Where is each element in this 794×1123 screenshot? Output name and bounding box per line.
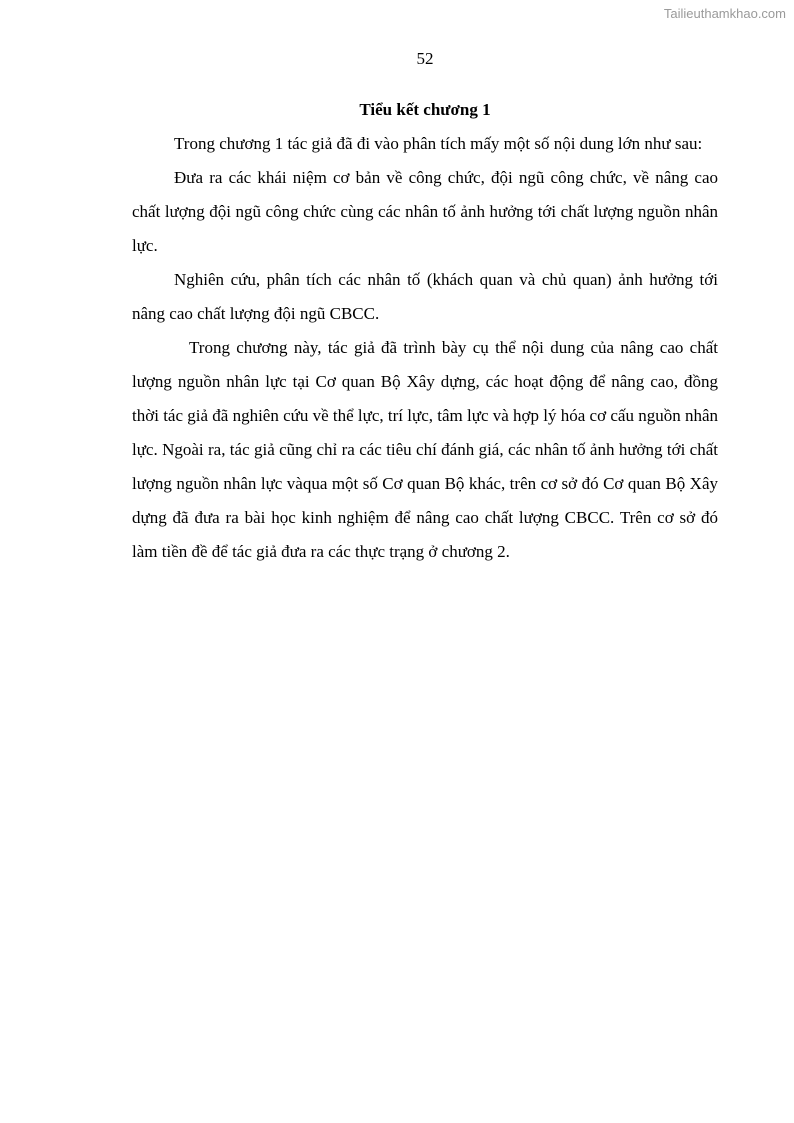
paragraph-factors: Nghiên cứu, phân tích các nhân tố (khách quan và chủ quan) ảnh hưởng tới nâng cao chất lượng đội ngũ CBCC. [132,270,718,323]
section-title: Tiểu kết chương 1 [359,100,491,119]
paragraph-concepts: Đưa ra các khái niệm cơ bản về công chức, đội ngũ công chức, về nâng cao chất lượng đội ngũ công chức cùng các nhân tố ảnh hưởng tới chất lượng nguồn nhân lực. [132,168,718,255]
paragraph-summary: Trong chương này, tác giả đã trình bày cụ thể nội dung của nâng cao chất lượng nguồn nhân lực tại Cơ quan Bộ Xây dựng, các hoạt động để nâng cao, đồng thời tác giả đã nghiên cứu về thể lực, trí lực, tâm lực và hợp lý hóa cơ cấu nguồn nhân lực. Ngoài ra, tác giả cũng chỉ ra các tiêu chí đánh giá, các nhân tố ảnh hưởng tới chất lượng nguồn nhân lực vàqua một số Cơ quan Bộ khác, trên cơ sở đó Cơ quan Bộ Xây dựng đã đưa ra bài học kinh nghiệm để nâng cao chất lượng CBCC. Trên cơ sở đó làm tiền đề để tác giả đưa ra các thực trạng ở chương 2. [132,338,718,561]
paragraph-intro: Trong chương 1 tác giả đã đi vào phân tích mấy một số nội dung lớn như sau: [174,134,703,153]
page-number: 52 [416,49,434,68]
watermark: Tailieuthamkhao.com [663,6,786,21]
document-body [132,93,718,569]
